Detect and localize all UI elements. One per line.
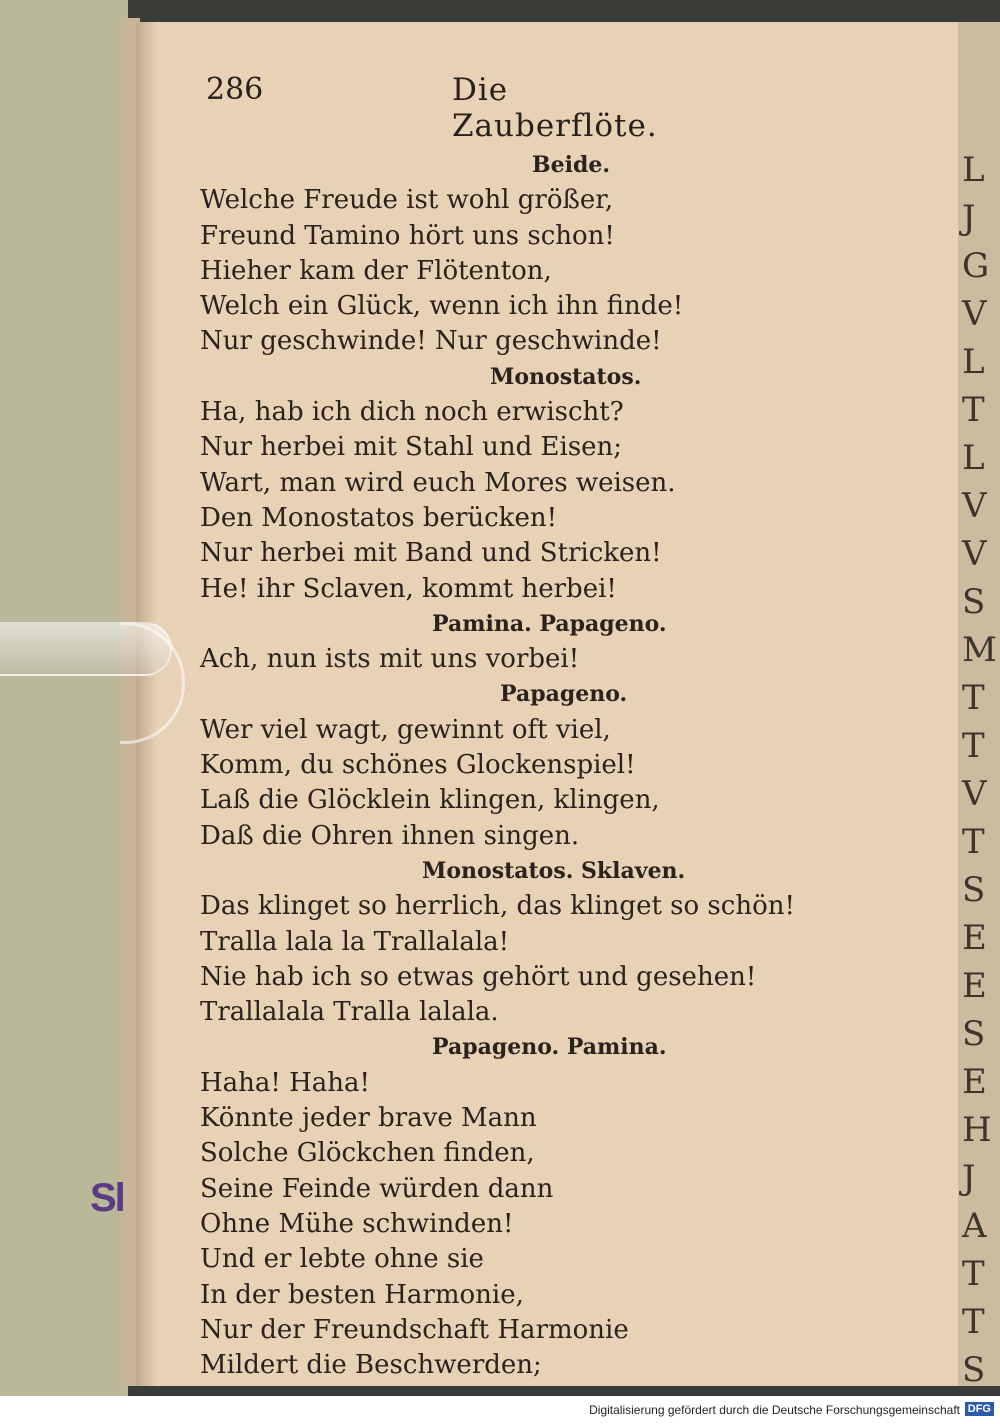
funding-credit: Digitalisierung gefördert durch die Deutsche Forschungsgemeinschaft <box>589 1403 960 1417</box>
speaker-heading: Pamina. Papageno. <box>432 610 667 637</box>
verse-line: Nur der Freundschaft Harmonie <box>200 1314 629 1345</box>
verse-line: Solche Glöckchen finden, <box>200 1138 535 1169</box>
verse-line: Nur geschwinde! Nur geschwinde! <box>200 326 662 357</box>
verse-line: Könnte jeder brave Mann <box>200 1103 537 1134</box>
verse-line: Den Monostatos berücken! <box>200 502 558 533</box>
facing-page-glyph: V <box>962 534 987 574</box>
facing-page-glyph: L <box>962 342 985 382</box>
verse-line: Laß die Glöcklein klingen, klingen, <box>200 785 660 816</box>
facing-page-glyph: M <box>962 630 997 670</box>
facing-page-glyph: H <box>962 1110 992 1150</box>
page-header <box>206 72 706 144</box>
verse-line: Wart, man wird euch Mores weisen. <box>200 467 676 498</box>
verse-line: Nie hab ich so etwas gehört und gesehen! <box>200 961 757 992</box>
verse-line: Daß die Ohren ihnen singen. <box>200 820 580 851</box>
footer-bar <box>0 1396 1000 1424</box>
verse-line: Seine Feinde würden dann <box>200 1173 554 1204</box>
verse-line: Ach, nun ists mit uns vorbei! <box>200 644 580 675</box>
facing-page-glyph: T <box>962 1302 985 1342</box>
glass-clip <box>0 606 186 744</box>
verse-line: Welche Freude ist wohl größer, <box>200 185 614 216</box>
facing-page-glyph: L <box>962 438 985 478</box>
speaker-heading: Papageno. <box>500 681 628 708</box>
facing-page-glyph: T <box>962 822 985 862</box>
verse-line: Tralla lala la Trallalala! <box>200 926 510 957</box>
verse-line: Und er lebte ohne sie <box>200 1244 484 1275</box>
page-number: 286 <box>206 72 264 107</box>
facing-page-glyph: V <box>962 294 987 334</box>
verse-line: Komm, du schönes Glockenspiel! <box>200 750 636 781</box>
facing-page-glyph: E <box>962 918 987 958</box>
library-stamp: Sl <box>90 1176 124 1220</box>
facing-page-glyph: T <box>962 1254 985 1294</box>
dfg-logo: DFG <box>965 1402 994 1416</box>
verse-line: Trallalala Tralla lalala. <box>200 997 499 1028</box>
facing-page-glyph: S <box>962 582 986 622</box>
verse-line: Das klinget so herrlich, das klinget so schön! <box>200 891 795 922</box>
speaker-heading: Papageno. Pamina. <box>432 1034 667 1061</box>
verse-line: Hieher kam der Flötenton, <box>200 255 552 286</box>
facing-page-glyph: T <box>962 390 985 430</box>
verse-line: Ohne Mühe schwinden! <box>200 1208 514 1239</box>
facing-page-glyph: V <box>962 774 987 814</box>
running-title: Die Zauberflöte. <box>452 72 658 144</box>
facing-page-glyph: E <box>962 966 987 1006</box>
verse-line: Ha, hab ich dich noch erwischt? <box>200 397 624 428</box>
facing-page-glyph: A <box>962 1206 987 1246</box>
facing-page-glyph: T <box>962 678 985 718</box>
speaker-heading: Monostatos. <box>490 363 642 390</box>
verse-line: Mildert die Beschwerden; <box>200 1350 542 1381</box>
verse-line: Freund Tamino hört uns schon! <box>200 220 615 251</box>
verse-line: Wer viel wagt, gewinnt oft viel, <box>200 714 611 745</box>
play-text <box>200 148 800 1383</box>
facing-page-glyph: T <box>962 726 985 766</box>
facing-page-glyph: S <box>962 1014 986 1054</box>
facing-page-glyph: S <box>962 1350 986 1386</box>
facing-page-glyph: S <box>962 870 986 910</box>
clip-loop <box>120 622 185 744</box>
verse-line: Nur herbei mit Stahl und Eisen; <box>200 432 623 463</box>
speaker-heading: Monostatos. Sklaven. <box>422 857 686 884</box>
verse-line: In der besten Harmonie, <box>200 1279 524 1310</box>
verse-line: Nur herbei mit Band und Stricken! <box>200 538 662 569</box>
facing-page-glyph: J <box>962 198 976 238</box>
facing-page-glyph: E <box>962 1062 987 1102</box>
verse-line: Haha! Haha! <box>200 1067 371 1098</box>
verse-line: He! ihr Sclaven, kommt herbei! <box>200 573 617 604</box>
facing-page-glyph: J <box>962 1158 976 1198</box>
facing-page-glyph: G <box>962 246 990 286</box>
facing-page-glyph: V <box>962 486 987 526</box>
verse-line: Welch ein Glück, wenn ich ihn finde! <box>200 291 684 322</box>
speaker-heading: Beide. <box>532 152 610 178</box>
facing-page-glyph: L <box>962 150 985 190</box>
facing-page-edge <box>958 22 1000 1386</box>
